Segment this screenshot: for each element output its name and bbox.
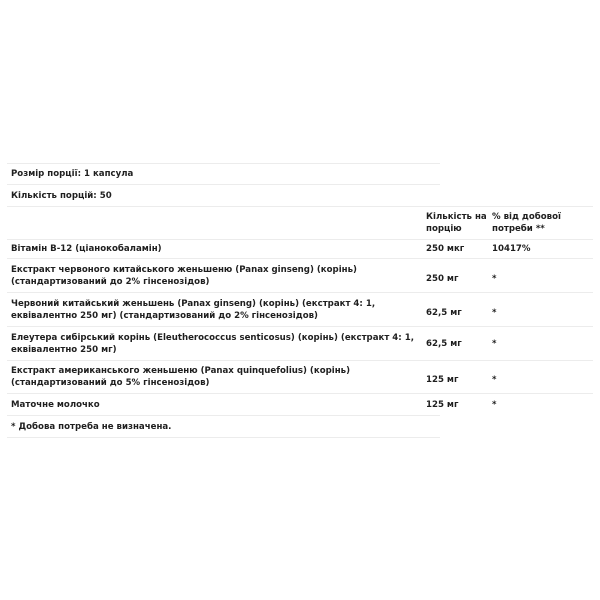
- table-row: [7, 326, 593, 360]
- footnote: * Добова потреба не визначена.: [11, 421, 172, 432]
- table-row: [7, 393, 593, 415]
- ingredient-amount: 62,5 мг: [426, 307, 462, 318]
- ingredient-name: Маточне молочко: [11, 399, 100, 410]
- ingredient-daily-value: *: [492, 307, 497, 318]
- table-header-row: [7, 206, 593, 239]
- ingredient-daily-value: 10417%: [492, 244, 531, 254]
- ingredient-name: Екстракт червоного китайського женьшеню (Panax ginseng) (корінь) (стандартизований до 2% гінсенозідов): [11, 264, 357, 287]
- supplement-facts: [7, 163, 593, 438]
- ingredient-name: Елеутера сибірський корінь (Eleutherococcus senticosus) (корінь) (екстракт 4: 1, еквівалентно 250 мг): [11, 332, 414, 355]
- table-row: [7, 292, 593, 326]
- ingredient-daily-value: *: [492, 399, 497, 410]
- ingredient-amount: 125 мг: [426, 375, 459, 385]
- serving-count: Кількість порцій: 50: [11, 190, 112, 201]
- table-row: [7, 258, 593, 292]
- ingredient-name: Екстракт американського женьшеню (Panax quinquefolius) (корінь) (стандартизований до 5% гінсенозідов): [11, 366, 350, 388]
- ingredient-daily-value: *: [492, 273, 497, 284]
- serving-size-row: [7, 163, 440, 184]
- ingredient-daily-value: *: [492, 375, 497, 385]
- table-row: [7, 360, 593, 393]
- ingredient-amount: 62,5 мг: [426, 338, 462, 349]
- ingredient-name: Вітамін B-12 (ціанокобаламін): [11, 244, 162, 254]
- header-amount: Кількість на порцію: [426, 212, 487, 234]
- serving-size: Розмір порції: 1 капсула: [11, 169, 134, 179]
- serving-count-row: [7, 184, 440, 206]
- footnote-row: [7, 415, 440, 437]
- ingredient-daily-value: *: [492, 338, 497, 349]
- ingredient-name: Червоний китайський женьшень (Panax ginseng) (корінь) (екстракт 4: 1, еквівалентно 250 мг) (стандартизований до 2% гінсенозідов): [11, 298, 376, 321]
- divider: [7, 437, 440, 438]
- ingredient-amount: 250 мкг: [426, 244, 465, 254]
- ingredient-amount: 125 мг: [426, 399, 459, 410]
- table-row: [7, 239, 593, 258]
- ingredient-amount: 250 мг: [426, 273, 459, 284]
- header-daily-value: % від добової потреби **: [492, 212, 561, 234]
